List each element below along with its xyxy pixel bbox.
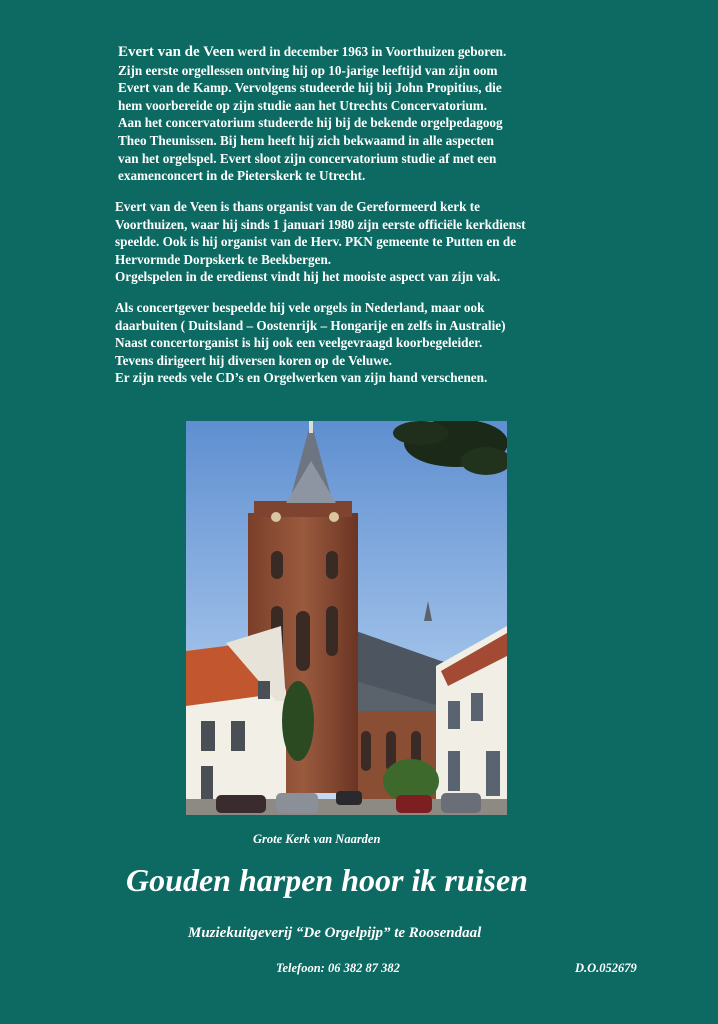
artist-name: Evert van de Veen (118, 44, 235, 60)
church-illustration (186, 421, 507, 815)
bio-line: Orgelspelen in de eredienst vindt hij het mooiste aspect van zijn vak. (115, 269, 501, 285)
bio-line: Naast concertorganist is hij ook een veelgevraagd koorbegeleider. (115, 335, 483, 351)
photo-caption: Grote Kerk van Naarden (253, 832, 381, 846)
bio-line: Tevens dirigeert hij diversen koren op de Veluwe. (115, 352, 392, 368)
bio-line: Theo Theunissen. Bij hem heeft hij zich bekwaamd in alle aspecten (118, 132, 494, 148)
bio-paragraph-2 (115, 198, 526, 286)
bio-line: hem voorbereide op zijn studie aan het Utrechts Concervatorium. (118, 97, 488, 113)
bio-line: Zijn eerste orgellessen ontving hij op 10-jarige leeftijd van zijn oom (118, 62, 498, 78)
bio-line: van het orgelspel. Evert sloot zijn concervatorium studie af met een (118, 150, 497, 166)
bio-line (118, 43, 506, 62)
bio-line: speelde. Ook is hij organist van de Herv. PKN gemeente te Putten en de (115, 234, 517, 250)
bio-line: examenconcert in de Pieterskerk te Utrecht. (118, 168, 366, 184)
catalog-code: D.O.052679 (575, 961, 637, 975)
bio-paragraph-1 (118, 43, 506, 185)
bio-line-rest: werd in december 1963 in Voorthuizen geboren. (234, 44, 507, 59)
bio-line: Aan het concervatorium studeerde hij bij de bekende orgelpedagoog (118, 115, 503, 131)
bio-line: Voorthuizen, waar hij sinds 1 januari 1980 zijn eerste officiële kerkdienst (115, 216, 526, 232)
bio-line: Er zijn reeds vele CD’s en Orgelwerken van zijn hand verschenen. (115, 370, 488, 386)
bio-line: Als concertgever bespeelde hij vele orgels in Nederland, maar ook (115, 300, 485, 315)
church-photo (186, 421, 507, 815)
bio-paragraph-3 (115, 299, 506, 387)
bio-line: Hervormde Dorpskerk te Beekbergen. (115, 251, 332, 267)
bio-line: daarbuiten ( Duitsland – Oostenrijk – Hongarije en zelfs in Australie) (115, 317, 506, 333)
bio-line: Evert van de Veen is thans organist van de Gereformeerd kerk te (115, 199, 480, 214)
bio-line: Evert van de Kamp. Vervolgens studeerde hij bij John Propitius, die (118, 80, 502, 96)
publication-title: Gouden harpen hoor ik ruisen (126, 862, 528, 898)
publisher-name: Muziekuitgeverij “De Orgelpijp” te Roosendaal (188, 925, 482, 941)
phone-number: Telefoon: 06 382 87 382 (276, 961, 400, 975)
